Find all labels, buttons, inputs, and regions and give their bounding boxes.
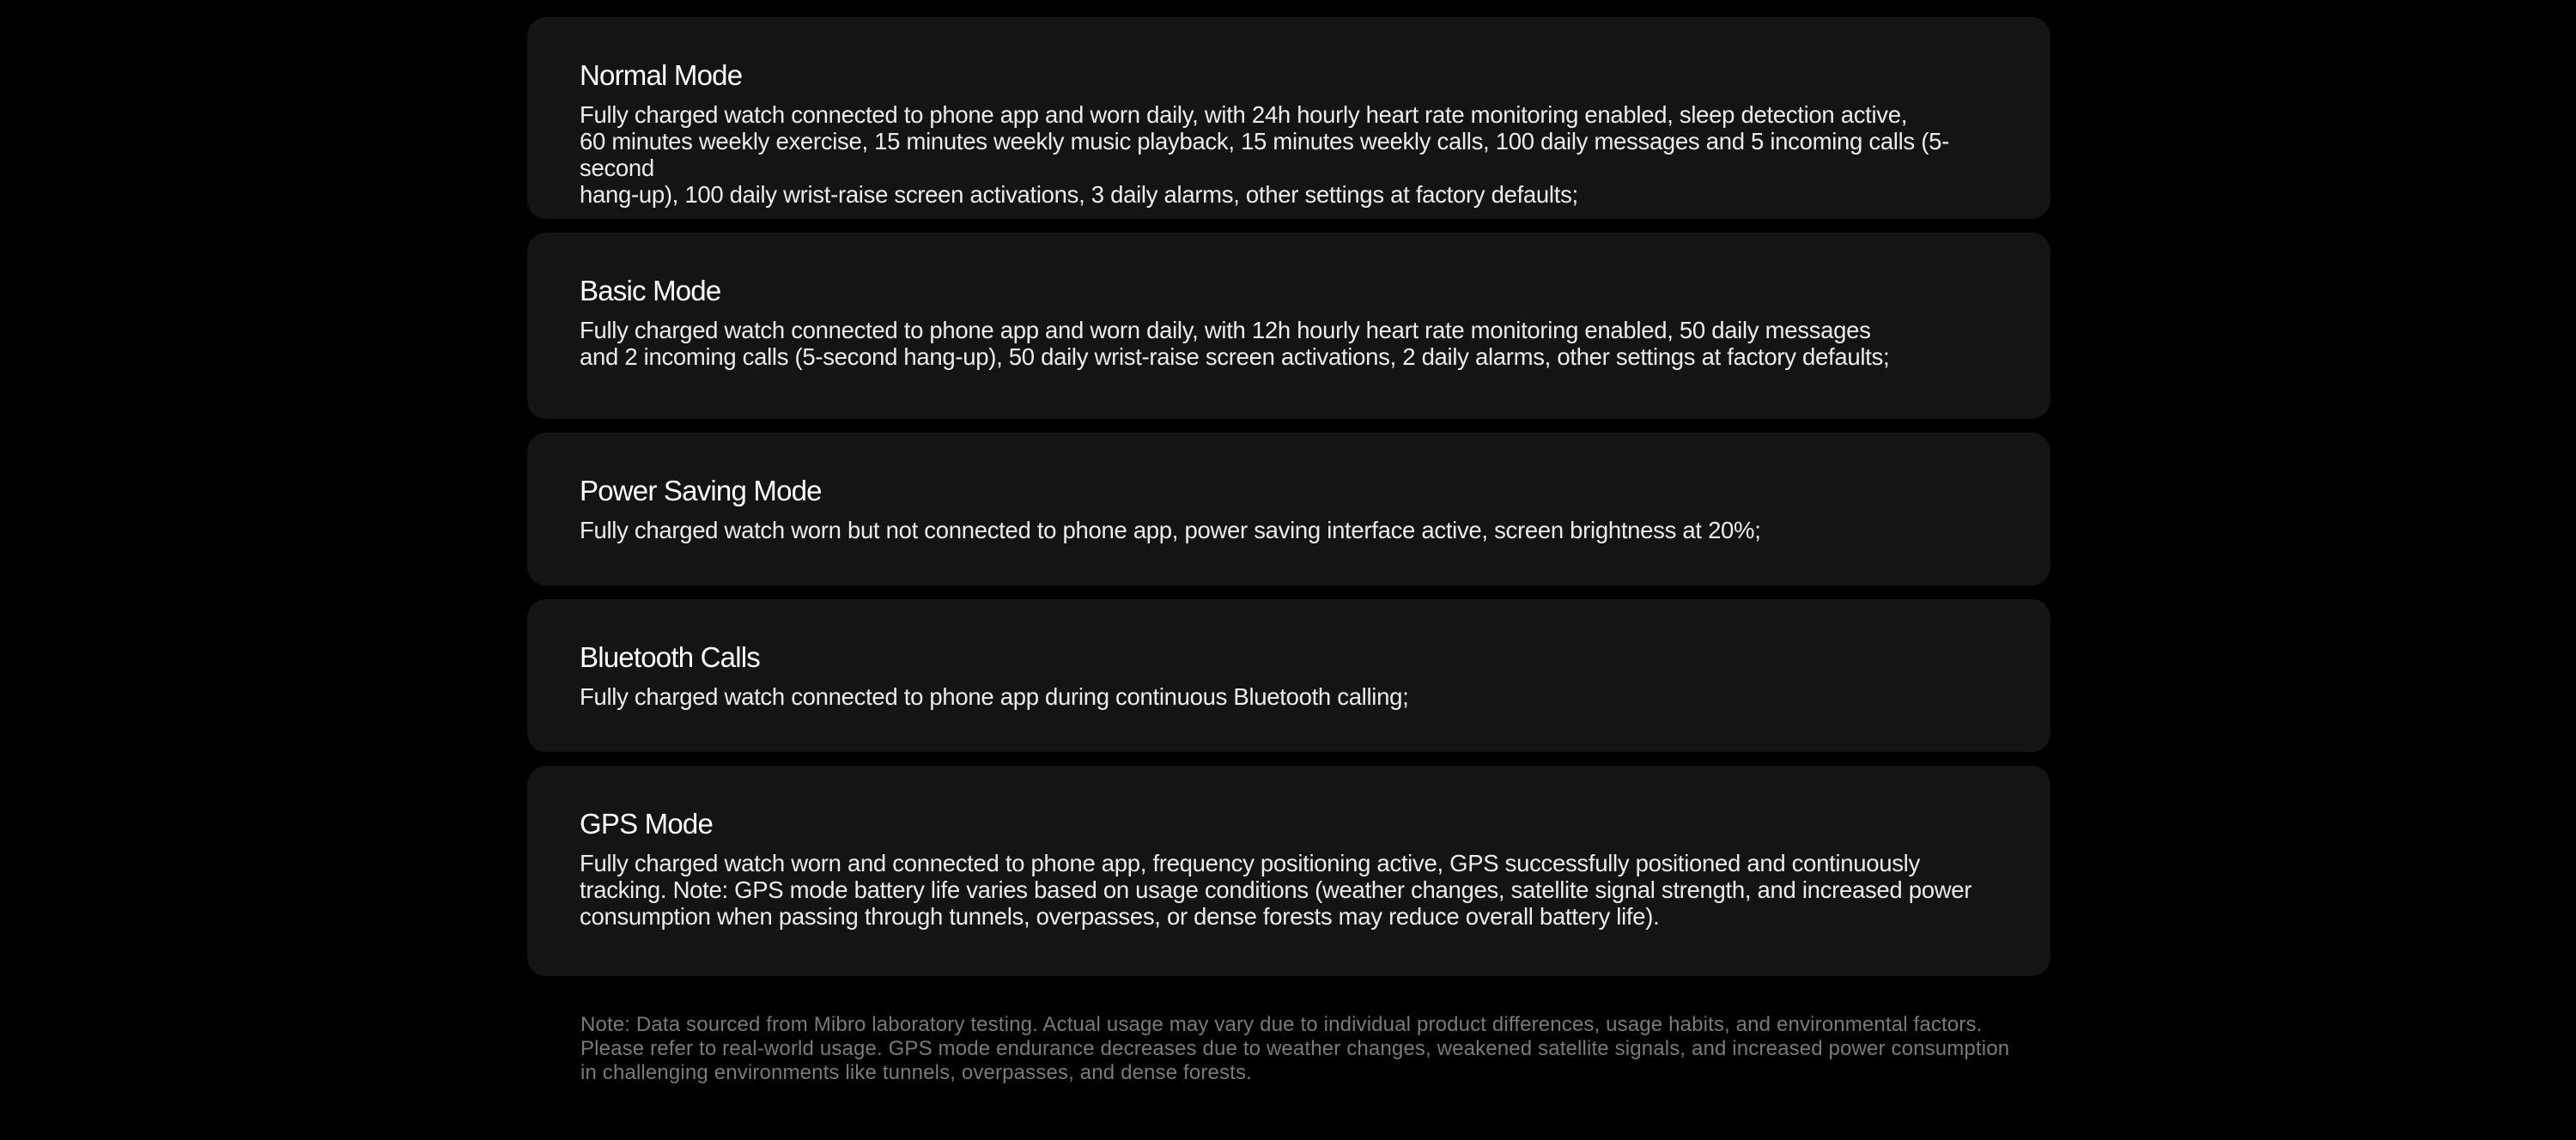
mode-title: Bluetooth Calls bbox=[580, 641, 760, 673]
testing-disclaimer-note bbox=[580, 1013, 2023, 1085]
note-line: Please refer to real-world usage. GPS mode endurance decreases due to weather changes, weakened satellite signals, and increased power consumption bbox=[580, 1037, 2010, 1060]
mode-card-bluetooth-calls bbox=[527, 599, 2050, 752]
description-line: Fully charged watch worn and connected to phone app, frequency positioning active, GPS successfully positioned and continuously bbox=[580, 850, 1920, 876]
mode-card-power-saving bbox=[527, 433, 2050, 585]
note-line: in challenging environments like tunnels, overpasses, and dense forests. bbox=[580, 1061, 1252, 1084]
mode-description bbox=[580, 317, 1997, 370]
description-line: Fully charged watch connected to phone app and worn daily, with 12h hourly heart rate monitoring enabled, 50 daily messages bbox=[580, 317, 1871, 343]
battery-test-conditions-list bbox=[527, 17, 2050, 990]
mode-title: Normal Mode bbox=[580, 59, 743, 91]
mode-title: GPS Mode bbox=[580, 808, 714, 840]
mode-card-gps bbox=[527, 766, 2050, 976]
mode-description bbox=[580, 683, 1997, 710]
description-line: Fully charged watch worn but not connected to phone app, power saving interface active, screen brightness at 20%; bbox=[580, 517, 1761, 543]
description-line: and 2 incoming calls (5-second hang-up), 50 daily wrist-raise screen activations, 2 daily alarms, other settings at factory defaults; bbox=[580, 343, 1890, 370]
mode-title: Basic Mode bbox=[580, 275, 721, 306]
mode-card-normal bbox=[527, 17, 2050, 219]
mode-description bbox=[580, 850, 1997, 930]
note-line: Note: Data sourced from Mibro laboratory testing. Actual usage may vary due to individual product differences, usage habits, and environmental factors. bbox=[580, 1013, 1983, 1036]
description-line: Fully charged watch connected to phone app and worn daily, with 24h hourly heart rate monitoring enabled, sleep detection active, bbox=[580, 101, 1908, 128]
description-line: Fully charged watch connected to phone app during continuous Bluetooth calling; bbox=[580, 683, 1409, 710]
description-line: tracking. Note: GPS mode battery life varies based on usage conditions (weather changes, satellite signal strength, and increased power bbox=[580, 876, 1972, 903]
mode-description bbox=[580, 101, 1997, 208]
description-line: hang-up), 100 daily wrist-raise screen activations, 3 daily alarms, other settings at factory defaults; bbox=[580, 181, 1578, 208]
mode-card-basic bbox=[527, 233, 2050, 419]
mode-description bbox=[580, 517, 1997, 543]
description-line: consumption when passing through tunnels, overpasses, or dense forests may reduce overall battery life). bbox=[580, 903, 1660, 930]
description-line: 60 minutes weekly exercise, 15 minutes weekly music playback, 15 minutes weekly calls, 100 daily messages and 5 incoming calls (5-second bbox=[580, 128, 1949, 181]
mode-title: Power Saving Mode bbox=[580, 475, 822, 506]
